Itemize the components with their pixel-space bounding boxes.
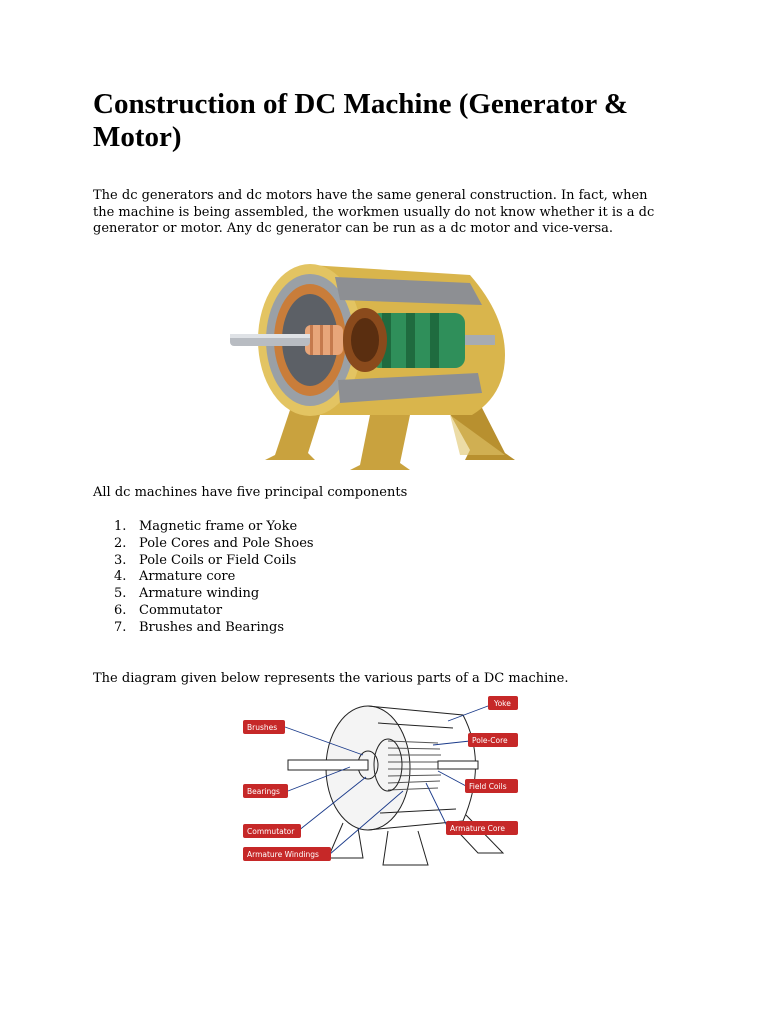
label-armature-core (446, 821, 518, 835)
list-label: Pole Coils or Field Coils (139, 552, 297, 568)
list-label: Armature winding (139, 586, 260, 602)
list-item (93, 586, 314, 603)
list-label: Commutator (139, 602, 223, 618)
list-number: 6. (114, 602, 127, 618)
label-armature-windings (243, 847, 331, 861)
dc-machine-cutaway-image (220, 255, 520, 480)
label-yoke (488, 696, 518, 710)
list-number: 7. (114, 619, 127, 635)
svg-text:Pole-Core: Pole-Core (472, 736, 508, 745)
svg-text:Armature Windings: Armature Windings (247, 850, 319, 859)
list-label: Magnetic frame or Yoke (139, 519, 298, 534)
list-number: 2. (114, 535, 127, 551)
label-bearings (243, 784, 288, 798)
svg-text:Bearings: Bearings (247, 787, 280, 796)
components-intro: All dc machines have five principal components (93, 485, 408, 500)
label-brushes (243, 720, 285, 734)
list-item (93, 603, 314, 620)
list-number: 5. (114, 586, 127, 602)
list-item (93, 569, 314, 586)
svg-text:Yoke: Yoke (494, 699, 511, 708)
dc-machine-labeled-diagram (238, 693, 523, 870)
list-label: Pole Cores and Pole Shoes (139, 535, 314, 551)
list-item (93, 553, 314, 570)
svg-text:Field Coils: Field Coils (469, 782, 507, 791)
list-number: 4. (114, 569, 127, 585)
list-number: 1. (114, 519, 127, 534)
list-item (93, 519, 314, 536)
intro-line: The dc generators and dc motors have the same general construction. In fact, when (93, 188, 648, 203)
diagram-intro: The diagram given below represents the various parts of a DC machine. (93, 671, 569, 686)
intro-line: the machine is being assembled, the workmen usually do not know whether it is a dc (93, 204, 655, 220)
intro-line: generator or motor. Any dc generator can be run as a dc motor and vice-versa. (93, 221, 614, 236)
svg-text:Armature Core: Armature Core (450, 824, 505, 833)
label-pole-core (468, 733, 518, 747)
svg-text:Commutator: Commutator (247, 827, 295, 836)
list-label: Armature core (139, 569, 236, 585)
label-field-coils (465, 779, 518, 793)
list-item (93, 536, 314, 553)
label-commutator (243, 824, 301, 838)
components-list (93, 519, 314, 637)
page-title: Construction of DC Machine (Generator & Motor) (93, 88, 629, 153)
list-item (93, 620, 314, 637)
list-number: 3. (114, 552, 127, 568)
intro-paragraph (93, 188, 683, 238)
svg-text:Brushes: Brushes (247, 723, 278, 732)
list-label: Brushes and Bearings (139, 619, 284, 635)
